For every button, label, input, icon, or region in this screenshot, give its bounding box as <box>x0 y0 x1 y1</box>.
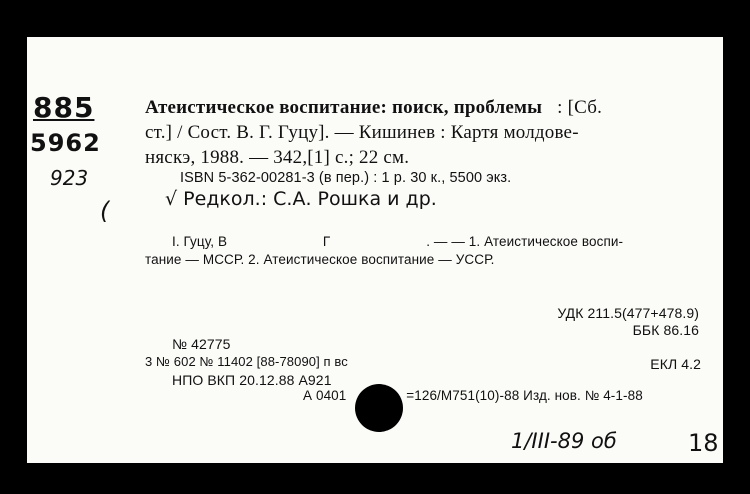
shelf-mark-note: 923 <box>50 166 89 190</box>
bottom-code-rest: =126/М751(10)-88 Изд. нов. № 4-1-88 <box>406 388 643 403</box>
author-entry: I. Гуцу, В <box>172 234 228 249</box>
bottom-code <box>303 389 643 403</box>
handwritten-date: 1/III-89 об <box>511 429 617 453</box>
title-line-2: ст.] / Сост. В. Г. Гуцу]. — Кишинев : Картя молдове- <box>145 122 579 143</box>
handwritten-corner: 18 <box>688 429 719 457</box>
shelf-mark-top: 885 <box>33 91 95 124</box>
ink-blot <box>355 384 403 432</box>
record-number: № 42775 <box>172 336 231 352</box>
bottom-code-start: А 0401 <box>303 388 347 403</box>
subject-line-1 <box>172 235 623 249</box>
title-rest: : [Сб. <box>557 97 603 118</box>
handwritten-editors: √ Редкол.: С.А. Рошка и др. <box>165 188 437 210</box>
bbk-code: ББК 86.16 <box>632 322 699 338</box>
title-bold: Атеистическое воспитание: поиск, проблемы <box>145 97 543 118</box>
shelf-mark-bottom: 5962 <box>30 129 101 157</box>
subject-line-2: тание — МССР. 2. Атеистическое воспитание — УССР. <box>145 252 495 267</box>
margin-paren: ( <box>100 197 110 225</box>
author-initial: Г <box>322 234 331 249</box>
isbn-line: ISBN 5-362-00281-3 (в пер.) : 1 р. 30 к., 5500 экз. <box>180 170 512 186</box>
title-line-3: няскэ, 1988. — 342,[1] с.; 22 см. <box>145 147 410 168</box>
order-line: 3 № 602 № 11402 [88-78090] п вс <box>145 354 348 369</box>
subject-headings: . — — 1. Атеистическое воспи- <box>426 234 624 249</box>
npo-line: НПО ВКП 20.12.88 А921 <box>172 372 332 388</box>
udk-code: УДК 211.5(477+478.9) <box>557 305 699 321</box>
title-line-1 <box>145 98 602 117</box>
ekl-code: ЕКЛ 4.2 <box>650 356 701 372</box>
